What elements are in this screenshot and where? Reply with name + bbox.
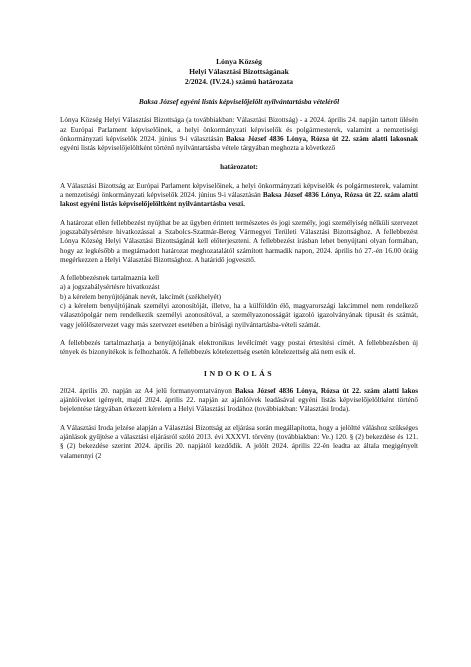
intro-paragraph: [60, 116, 418, 153]
list-item: b) a kérelem benyújtójának nevét, lakcímét (székhelyét): [60, 292, 222, 301]
list-item: c) a kérelem benyújtójának személyi azonosítóját, illetve, ha a külföldön élő, magyarországi lakcímmel nem rendelkező választópolgár nem rendelkezik személyi azonosítóval, a személyazonosságát igazoló igazolványának típusát és számát, vagy jelölőszervezet vagy más szervezet esetében a bírósági nyilvántartásba-vételi számát.: [60, 302, 418, 329]
municipality-name: Lónya Község: [216, 57, 262, 66]
reasons-text-2: ajánlóíveket igényelt, majd 2024. április 22. napján az ajánlóívek leadásával egyéni listás képviselőjelöltként történő bejelentése tárgyában érkezett kérelem a Helyi Választási Irodához (továbbiakban: Választási Iroda).: [60, 396, 418, 414]
reasons-paragraph-1: [60, 387, 418, 415]
appeal-contents-heading: A fellebbezésnek tartalmaznia kell: [60, 274, 160, 283]
intro-text-2: egyéni listás képviselőjelöltként történő nyilvántartásba vétele tárgyában meghozta a következő: [60, 144, 336, 153]
list-item: a) a jogszabálysértésre hivatkozást: [60, 283, 160, 292]
postal-paragraph: A fellebbezés tartalmazhatja a benyújtójának elektronikus levélcímét vagy postai értesítési címét. A fellebbezésben új tények és bizonyítékok is felhozhatók. A fellebbezés kötelezettség esetén kötelezettség alá nem esik el.: [60, 338, 418, 357]
resolution-subject: Baksa József egyéni listás képviselőjelölt nyilvántartásba vételéről: [138, 97, 340, 106]
document-header: [60, 57, 418, 87]
intro-text-1: Lónya Község Helyi Választási Bizottsága (a továbbiakban: Választási Bizottság) - a 2024. április 24. napján tartott ülésén az Európai Parlament képviselőinek, a helyi önkormányzati képviselők és polgármesterek, valamint a nemzetiségi önkormányzati képviselők 2024. június 9-i választásán: [60, 116, 418, 143]
decision-paragraph: [60, 182, 418, 210]
appeal-paragraph: A határozat ellen fellebbezést nyújthat be az ügyben érintett természetes és jogi személy, jogi személyiség nélküli szervezet jogszabálysértésre hivatkozással a Szabolcs-Szatmár-Bereg Vármegyei Területi Választási Bizottsághoz. A fellebbezést Lónya Község Helyi Választási Bizottságánál kell előterjeszteni. A fellebbezést írásban lehet benyújtani olyan formában, hogy az legkésőbb a megtámadott határozat meghozatalától számított harmadik napon, 2024. április hó 27.-én 16.00 óráig megérkezzen a Helyi Választási Bizottsághoz. A határidő jogvesztő.: [60, 218, 418, 264]
reasons-paragraph-2: A Választási Iroda jelzése alapján a Választási Bizottság az eljárása során megállapította, hogy a jelöltté váláshoz szükséges ajánlások gyűjtése a választási eljárásról szóló 2013. évi XXXVI. törvény (továbbiakban: Ve.) 120. § (2) bekezdése és 121. § (2) bekezdése szerint 2024. április 20. napjától kezdődik. A jelölt 2024. április 22-én leadta az általa megigényelt valamennyi (2: [60, 423, 418, 460]
appeal-contents-list: [60, 274, 418, 330]
committee-name: Helyi Választási Bizottságának: [189, 67, 289, 76]
reasons-text-bold: Baksa József 4836 Lónya, Rózsa út 22. szám alatti lakos: [235, 386, 418, 395]
reasons-text-1: 2024. április 20. napján az A4 jelű formanyomtatványon: [60, 386, 235, 395]
resolution-number: 2/2024. (IV.24.) számú határozata: [184, 77, 294, 86]
decision-text-1: A Választási Bizottság az Európai Parlament képviselőinek, a helyi önkormányzati képviselők és polgármesterek, valamint a nemzetiségi önkormányzati képviselők 2024. június 9-i választásán: [60, 181, 418, 200]
decision-heading: határozatot:: [220, 163, 258, 172]
intro-text-bold: Baksa József 4836 Lónya, Rózsa út 22. szám alatti lakosnak: [225, 134, 418, 143]
decision-text-bold: Baksa József 4836 Lónya, Rózsa út 22. szám alatti lakost egyéni listás képviselőjelöltként nyilvántartásba veszi.: [60, 191, 418, 209]
reasons-heading: INDOKOLÁS: [203, 368, 275, 378]
